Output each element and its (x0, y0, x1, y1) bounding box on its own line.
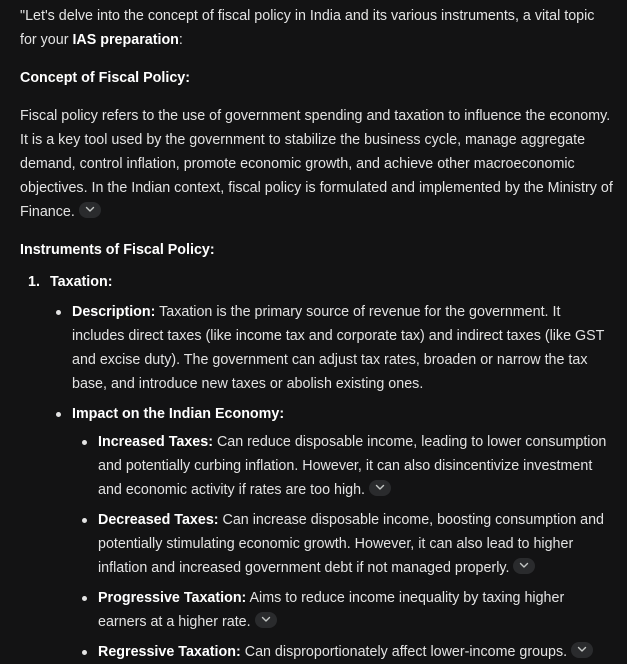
chevron-down-icon (261, 616, 271, 623)
instrument-number: 1. (28, 274, 40, 290)
list-item-description (72, 300, 613, 396)
concept-heading: Concept of Fiscal Policy: (20, 70, 191, 86)
impact-label: Impact on the Indian Economy: (72, 406, 285, 422)
source-chip-button[interactable] (369, 480, 391, 496)
list-item-impact (72, 402, 613, 664)
intro-text: "Let's delve into the concept of fiscal policy in India and its various instruments, a vital topic for your (20, 8, 595, 48)
source-chip-button[interactable] (79, 202, 101, 218)
chevron-down-icon (85, 206, 95, 213)
taxation-details-list (50, 300, 613, 664)
list-item (98, 640, 613, 664)
instruments-heading: Instruments of Fiscal Policy: (20, 242, 215, 258)
description-text: Taxation is the primary source of revenue for the government. It includes direct taxes (like income tax and corporate tax) and indirect taxes (like GST and excise duty). The government can adjust tax rates, broaden or narrow the tax base, and introduce new taxes or abolish existing ones. (72, 304, 605, 392)
impact-item-label: Progressive Taxation: (98, 590, 247, 606)
concept-text: Fiscal policy refers to the use of government spending and taxation to influence the economy. It is a key tool used by the government to stabilize the business cycle, manage aggregate demand, control inflation, promote economic growth, and achieve other macroeconomic objectives. In the Indian context, fiscal policy is formulated and implemented by the Ministry of Finance. (20, 108, 613, 220)
impact-item-text: Can reduce disposable income, leading to lower consumption and potentially curbing inflation. However, it can also disincentivize investment and economic activity if rates are too high. (98, 434, 607, 498)
instruments-list (20, 270, 613, 664)
impact-item-label: Increased Taxes: (98, 434, 213, 450)
intro-colon: : (178, 32, 183, 48)
impact-item-text: Can disproportionately affect lower-income groups. (240, 644, 568, 660)
list-item (98, 586, 613, 634)
description-label: Description: (72, 304, 156, 320)
intro-paragraph (20, 4, 613, 52)
chevron-down-icon (375, 484, 385, 491)
source-chip-button[interactable] (571, 642, 593, 658)
list-item (98, 508, 613, 580)
impact-item-text: Can increase disposable income, boosting consumption and potentially stimulating economic growth. However, it can also lead to higher inflation and increased government debt if not managed properly. (98, 512, 605, 576)
instrument-title: Taxation: (50, 274, 113, 290)
list-item (98, 430, 613, 502)
concept-paragraph (20, 104, 613, 224)
source-chip-button[interactable] (513, 558, 535, 574)
impact-list (72, 430, 613, 664)
impact-item-label: Regressive Taxation: (98, 644, 241, 660)
chevron-down-icon (577, 646, 587, 653)
intro-bold-text: IAS preparation (72, 32, 179, 48)
impact-item-text: Aims to reduce income inequality by taxing higher earners at a higher rate. (98, 590, 565, 630)
impact-item-label: Decreased Taxes: (98, 512, 219, 528)
chevron-down-icon (519, 562, 529, 569)
source-chip-button[interactable] (255, 612, 277, 628)
instrument-item-taxation (20, 270, 613, 664)
